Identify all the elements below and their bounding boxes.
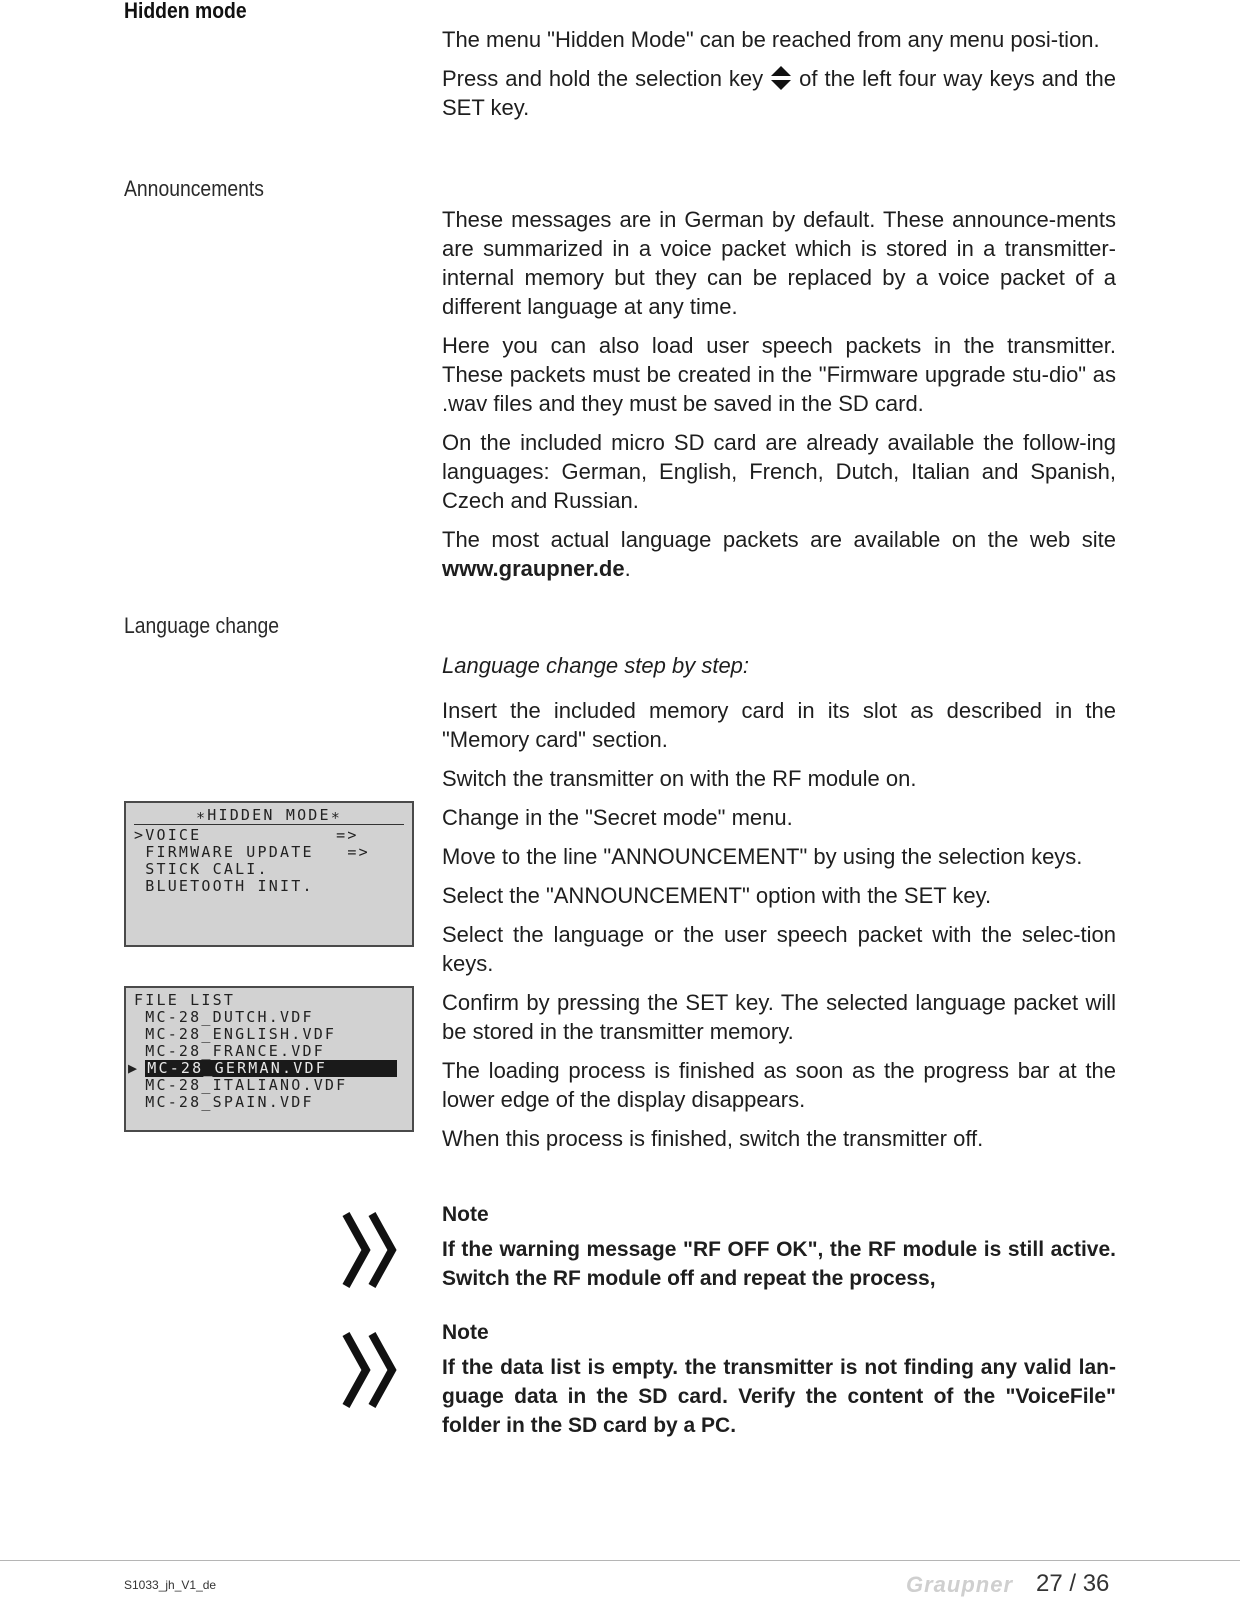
page-number: 27 / 36	[1036, 1570, 1110, 1597]
screen-row: >VOICE =>	[134, 826, 359, 844]
note-text: If the data list is empty. the transmitter is not finding any valid lan-guage data in the SD card. Verify the content of the "VoiceFile" folder in the SD card by a PC.	[442, 1356, 1116, 1437]
step: Confirm by pressing the SET key. The selected language packet will be stored in the transmitter memory.	[442, 990, 1116, 1044]
section-heading-language-change: Language change	[124, 613, 280, 638]
subtitle: Language change step by step:	[442, 653, 750, 678]
hidden-mode-body	[442, 25, 1116, 132]
note-1	[442, 1200, 1116, 1293]
paragraph: Here you can also load user speech packets in the transmitter. These packets must be created in the "Firmware upgrade stu-dio" as .wav files and they must be saved in the SD card.	[442, 333, 1116, 416]
note-2	[442, 1318, 1116, 1440]
paragraph: On the included micro SD card are already available the follow-ing languages: German, English, French, Dutch, Italian and Spanish, Czech and Russian.	[442, 430, 1116, 513]
paragraph	[442, 64, 1116, 122]
file-item: MC-28_ITALIANO.VDF	[134, 1076, 348, 1094]
file-item: MC-28_ENGLISH.VDF	[134, 1025, 337, 1043]
screen-row: FIRMWARE UPDATE =>	[134, 843, 370, 861]
note-title: Note	[442, 1321, 489, 1344]
step: Change in the "Secret mode" menu.	[442, 805, 793, 830]
double-chevron-right-icon	[340, 1330, 410, 1410]
step: The loading process is finished as soon as the progress bar at the lower edge of the display disappears.	[442, 1058, 1116, 1112]
step: When this process is finished, switch the transmitter off.	[442, 1126, 984, 1151]
step: Select the "ANNOUNCEMENT" option with the SET key.	[442, 883, 992, 908]
screen-title: ∗HIDDEN MODE∗	[134, 807, 404, 825]
hidden-mode-screen	[124, 801, 414, 947]
screen-row: STICK CALI.	[134, 860, 269, 878]
paragraph	[442, 525, 1116, 583]
text: The most actual language packets are available on the web site	[442, 527, 1116, 552]
text: .	[624, 556, 631, 581]
file-item: MC-28_FRANCE.VDF	[134, 1042, 325, 1060]
double-chevron-right-icon	[340, 1210, 410, 1290]
file-item-selected	[128, 1059, 404, 1077]
note-text: If the warning message "RF OFF OK", the RF module is still active. Switch the RF module off and repeat the process,	[442, 1238, 1116, 1290]
file-item: MC-28_SPAIN.VDF	[134, 1093, 314, 1111]
step: Insert the included memory card in its slot as described in the "Memory card" section.	[442, 698, 1116, 752]
brand-logo: Graupner	[906, 1572, 1014, 1597]
document-code: S1033_jh_V1_de	[124, 1578, 217, 1592]
file-item: MC-28_DUTCH.VDF	[134, 1008, 314, 1026]
note-title: Note	[442, 1203, 489, 1226]
text: of the left four way keys and the SET key.	[442, 66, 1116, 120]
step: Select the language or the user speech packet with the selec-tion keys.	[442, 922, 1116, 976]
screen-row: BLUETOOTH INIT.	[134, 877, 314, 895]
paragraph: The menu "Hidden Mode" can be reached from any menu posi-tion.	[442, 27, 1100, 52]
announcements-body	[442, 205, 1116, 593]
language-change-body	[442, 651, 1116, 1163]
screen-title: FILE LIST	[134, 991, 236, 1009]
step: Move to the line "ANNOUNCEMENT" by using the selection keys.	[442, 844, 1083, 869]
section-heading-hidden-mode: Hidden mode	[124, 0, 247, 23]
footer-divider	[0, 1560, 1240, 1561]
selected-file: MC-28_GERMAN.VDF	[145, 1060, 397, 1077]
selection-marker-icon: ▶	[128, 1059, 140, 1077]
paragraph: These messages are in German by default. These announce-ments are summarized in a voice packet which is stored in a transmitter-internal memory but they can be replaced by a voice packet of a different language at any time.	[442, 207, 1116, 319]
file-list-screen	[124, 986, 414, 1132]
website-link[interactable]: www.graupner.de	[442, 556, 625, 581]
up-down-arrow-icon	[770, 65, 792, 91]
step: Switch the transmitter on with the RF module on.	[442, 766, 917, 791]
section-heading-announcements: Announcements	[124, 176, 264, 201]
text: Press and hold the selection key	[442, 66, 764, 91]
